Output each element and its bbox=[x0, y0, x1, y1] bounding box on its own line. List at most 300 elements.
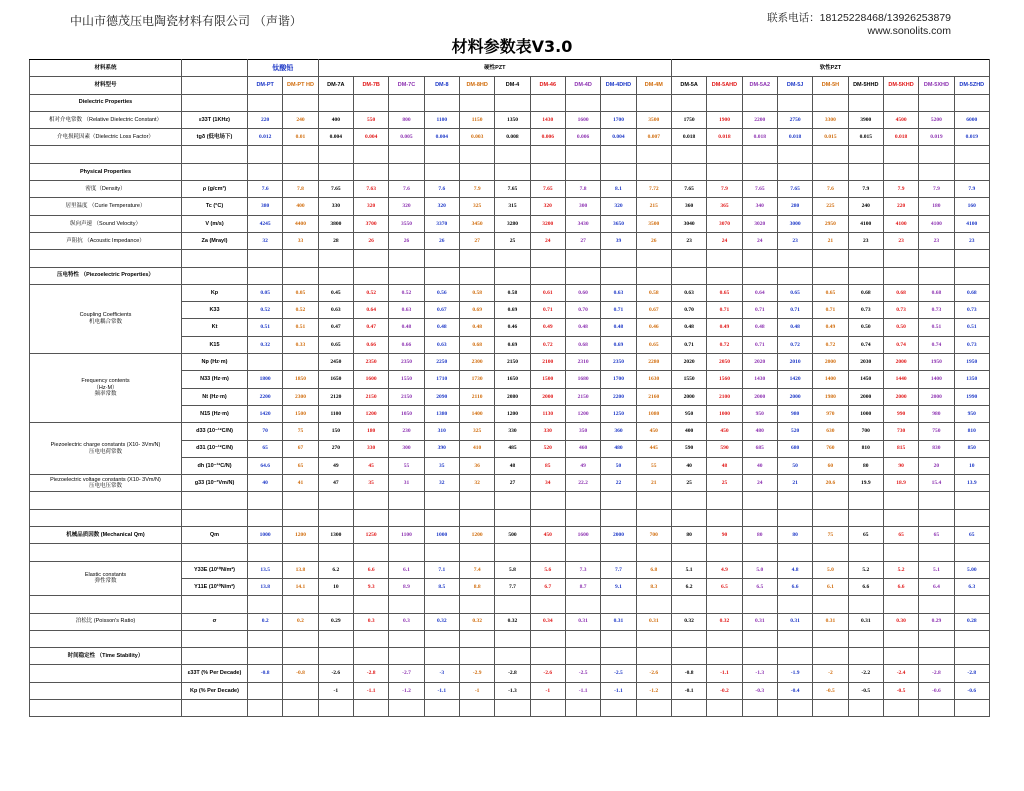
value-cell: 330 bbox=[530, 423, 565, 440]
value-cell: 10 bbox=[954, 457, 989, 474]
value-cell: 2000 bbox=[671, 388, 706, 405]
value-cell: 680 bbox=[777, 440, 812, 457]
empty-cell bbox=[848, 146, 883, 163]
value-cell: 80 bbox=[777, 527, 812, 544]
value-cell: 3500 bbox=[636, 111, 671, 128]
value-cell bbox=[248, 682, 283, 699]
material-model-header: DM-PT HD bbox=[283, 77, 318, 94]
value-cell: -2.8 bbox=[495, 665, 530, 682]
value-cell: 0.003 bbox=[459, 129, 494, 146]
value-cell: 310 bbox=[424, 423, 459, 440]
empty-cell bbox=[424, 492, 459, 509]
empty-cell bbox=[919, 544, 954, 561]
value-cell: 2250 bbox=[424, 354, 459, 371]
empty-cell bbox=[848, 250, 883, 267]
material-system-label: 材料系统 bbox=[30, 60, 182, 77]
value-cell: 0.31 bbox=[636, 613, 671, 630]
empty-cell bbox=[182, 596, 248, 613]
empty-cell bbox=[813, 492, 848, 509]
empty-cell bbox=[182, 630, 248, 647]
empty-cell bbox=[601, 94, 636, 111]
value-cell: 2110 bbox=[459, 388, 494, 405]
value-cell: -0.8 bbox=[283, 665, 318, 682]
value-cell: 0.2 bbox=[283, 613, 318, 630]
value-cell: 7.8 bbox=[283, 181, 318, 198]
value-cell: 0.31 bbox=[601, 613, 636, 630]
material-model-header: DM-5H bbox=[813, 77, 848, 94]
value-cell: 0.67 bbox=[636, 302, 671, 319]
value-cell: 6000 bbox=[954, 111, 989, 128]
empty-cell bbox=[671, 509, 706, 526]
empty-cell bbox=[424, 94, 459, 111]
value-cell: 1380 bbox=[424, 405, 459, 422]
value-cell: 320 bbox=[353, 198, 388, 215]
empty-cell bbox=[495, 596, 530, 613]
value-cell: 0.018 bbox=[671, 129, 706, 146]
empty-cell bbox=[182, 77, 248, 94]
empty-cell bbox=[353, 492, 388, 509]
value-cell: 1400 bbox=[919, 371, 954, 388]
value-cell: 0.74 bbox=[919, 336, 954, 353]
value-cell: 0.004 bbox=[424, 129, 459, 146]
value-cell: 480 bbox=[742, 423, 777, 440]
empty-cell bbox=[459, 146, 494, 163]
value-cell: 950 bbox=[954, 405, 989, 422]
material-group-header: 硬性PZT bbox=[318, 60, 671, 77]
value-cell: 7.7 bbox=[495, 578, 530, 595]
empty-cell bbox=[883, 250, 918, 267]
empty-cell bbox=[495, 630, 530, 647]
empty-cell bbox=[742, 267, 777, 284]
empty-cell bbox=[601, 146, 636, 163]
value-cell: 0.018 bbox=[777, 129, 812, 146]
value-cell: 1990 bbox=[954, 388, 989, 405]
empty-cell bbox=[919, 596, 954, 613]
value-cell: 7.63 bbox=[353, 181, 388, 198]
value-cell: 22 bbox=[601, 475, 636, 492]
empty-cell bbox=[353, 630, 388, 647]
value-cell: 2000 bbox=[601, 527, 636, 544]
value-cell: 2200 bbox=[601, 388, 636, 405]
value-cell: 4100 bbox=[848, 215, 883, 232]
value-cell: 0.50 bbox=[848, 319, 883, 336]
value-cell: 3280 bbox=[495, 215, 530, 232]
empty-cell bbox=[353, 250, 388, 267]
empty-cell bbox=[671, 648, 706, 665]
value-cell: 0.32 bbox=[424, 613, 459, 630]
value-cell: 7.6 bbox=[248, 181, 283, 198]
value-cell: 5.0 bbox=[742, 561, 777, 578]
empty-cell bbox=[389, 146, 424, 163]
parameter-group-label-line: （Hz·M） bbox=[93, 384, 118, 391]
value-cell: 0.31 bbox=[742, 613, 777, 630]
parameter-symbol: Kp (% Per Decade) bbox=[182, 682, 248, 699]
value-cell: 0.71 bbox=[742, 336, 777, 353]
value-cell: 80 bbox=[848, 457, 883, 474]
value-cell: 24 bbox=[530, 232, 565, 249]
parameter-row bbox=[30, 198, 990, 215]
empty-cell bbox=[182, 492, 248, 509]
value-cell: 800 bbox=[389, 111, 424, 128]
value-cell: 300 bbox=[389, 440, 424, 457]
value-cell: 0.65 bbox=[777, 284, 812, 301]
value-cell: 85 bbox=[530, 457, 565, 474]
empty-cell bbox=[318, 492, 353, 509]
value-cell: -0.5 bbox=[813, 682, 848, 699]
empty-cell bbox=[777, 699, 812, 716]
value-cell: 0.56 bbox=[424, 284, 459, 301]
value-cell: 24 bbox=[742, 232, 777, 249]
value-cell: 7.9 bbox=[707, 181, 742, 198]
empty-cell bbox=[459, 596, 494, 613]
value-cell: 2090 bbox=[424, 388, 459, 405]
value-cell: 0.004 bbox=[318, 129, 353, 146]
value-cell: 2000 bbox=[883, 354, 918, 371]
value-cell: 750 bbox=[919, 423, 954, 440]
parameter-group-label bbox=[30, 561, 182, 596]
value-cell: 0.47 bbox=[318, 319, 353, 336]
value-cell: 55 bbox=[636, 457, 671, 474]
value-cell: 0.48 bbox=[777, 319, 812, 336]
value-cell: 6.5 bbox=[742, 578, 777, 595]
value-cell: 67 bbox=[283, 440, 318, 457]
value-cell: 700 bbox=[848, 423, 883, 440]
empty-cell bbox=[30, 544, 182, 561]
material-model-header: DM-4D bbox=[565, 77, 600, 94]
value-cell: 485 bbox=[495, 440, 530, 457]
parameter-symbol: Np (Hz·m) bbox=[182, 354, 248, 371]
value-cell: 3040 bbox=[671, 215, 706, 232]
value-cell: 0.52 bbox=[248, 302, 283, 319]
parameter-symbol: K15 bbox=[182, 336, 248, 353]
value-cell: 325 bbox=[459, 423, 494, 440]
value-cell: 0.69 bbox=[601, 336, 636, 353]
value-cell: 0.31 bbox=[565, 613, 600, 630]
empty-cell bbox=[601, 492, 636, 509]
empty-cell bbox=[883, 94, 918, 111]
value-cell: 360 bbox=[671, 198, 706, 215]
empty-cell bbox=[30, 250, 182, 267]
value-cell: 0.012 bbox=[248, 129, 283, 146]
parameter-row bbox=[30, 181, 990, 198]
value-cell: 0.33 bbox=[283, 336, 318, 353]
empty-cell bbox=[777, 544, 812, 561]
value-cell: 3800 bbox=[318, 215, 353, 232]
empty-cell bbox=[495, 267, 530, 284]
value-cell: 65 bbox=[954, 527, 989, 544]
value-cell: -0.5 bbox=[848, 682, 883, 699]
value-cell: 23 bbox=[883, 232, 918, 249]
parameter-group-label-line: 机电耦合常数 bbox=[88, 318, 122, 325]
value-cell: 0.60 bbox=[565, 284, 600, 301]
value-cell: 1350 bbox=[954, 371, 989, 388]
blank-row bbox=[30, 492, 990, 509]
value-cell: 330 bbox=[318, 198, 353, 215]
parameter-symbol: d31 (10⁻¹²C/N) bbox=[182, 440, 248, 457]
value-cell: 330 bbox=[495, 423, 530, 440]
value-cell: 0.71 bbox=[813, 302, 848, 319]
value-cell: -0.8 bbox=[671, 665, 706, 682]
parameter-row bbox=[30, 284, 990, 301]
value-cell: 0.63 bbox=[601, 284, 636, 301]
empty-cell bbox=[565, 267, 600, 284]
empty-cell bbox=[883, 509, 918, 526]
parameter-symbol: d33 (10⁻¹²C/N) bbox=[182, 423, 248, 440]
value-cell: 1630 bbox=[636, 371, 671, 388]
empty-cell bbox=[283, 267, 318, 284]
value-cell: 0.70 bbox=[671, 302, 706, 319]
empty-cell bbox=[636, 146, 671, 163]
value-cell: 45 bbox=[353, 457, 388, 474]
empty-cell bbox=[813, 146, 848, 163]
value-cell: 20.6 bbox=[813, 475, 848, 492]
empty-cell bbox=[848, 509, 883, 526]
value-cell: 7.65 bbox=[530, 181, 565, 198]
value-cell: 7.8 bbox=[565, 181, 600, 198]
empty-cell bbox=[919, 492, 954, 509]
empty-cell bbox=[636, 163, 671, 180]
value-cell: 6.2 bbox=[671, 578, 706, 595]
value-cell: 7.3 bbox=[565, 561, 600, 578]
value-cell: 0.66 bbox=[389, 336, 424, 353]
value-cell: 7.9 bbox=[919, 181, 954, 198]
value-cell: 7.7 bbox=[601, 561, 636, 578]
value-cell: 380 bbox=[248, 198, 283, 215]
value-cell: 1000 bbox=[424, 527, 459, 544]
empty-cell bbox=[601, 630, 636, 647]
value-cell: 3550 bbox=[389, 215, 424, 232]
value-cell: 26 bbox=[424, 232, 459, 249]
parameter-group-label-line: Coupling Coefficients bbox=[79, 312, 132, 319]
value-cell: 34 bbox=[530, 475, 565, 492]
value-cell: 5.8 bbox=[495, 561, 530, 578]
value-cell: 0.69 bbox=[459, 302, 494, 319]
value-cell: 1250 bbox=[601, 405, 636, 422]
blank-row bbox=[30, 596, 990, 613]
value-cell: 7.65 bbox=[742, 181, 777, 198]
empty-cell bbox=[671, 146, 706, 163]
empty-cell bbox=[707, 596, 742, 613]
value-cell: -2.7 bbox=[389, 665, 424, 682]
value-cell: 2010 bbox=[777, 354, 812, 371]
value-cell: 13.5 bbox=[248, 561, 283, 578]
parameter-row bbox=[30, 561, 990, 578]
material-model-header: DM-4 bbox=[495, 77, 530, 94]
value-cell: 2350 bbox=[389, 354, 424, 371]
value-cell: 2150 bbox=[389, 388, 424, 405]
empty-cell bbox=[742, 94, 777, 111]
empty-cell bbox=[565, 250, 600, 267]
empty-cell bbox=[671, 699, 706, 716]
empty-cell bbox=[671, 630, 706, 647]
value-cell: 55 bbox=[389, 457, 424, 474]
empty-cell bbox=[565, 146, 600, 163]
value-cell: 0.019 bbox=[954, 129, 989, 146]
value-cell: 300 bbox=[565, 198, 600, 215]
empty-cell bbox=[318, 94, 353, 111]
value-cell: 760 bbox=[813, 440, 848, 457]
empty-cell bbox=[848, 492, 883, 509]
value-cell: 3700 bbox=[353, 215, 388, 232]
empty-cell bbox=[424, 267, 459, 284]
value-cell: -1.1 bbox=[707, 665, 742, 682]
value-cell: 0.49 bbox=[530, 319, 565, 336]
empty-cell bbox=[182, 146, 248, 163]
empty-cell bbox=[389, 250, 424, 267]
value-cell: 1400 bbox=[813, 371, 848, 388]
material-model-header: DM-5J bbox=[777, 77, 812, 94]
value-cell: 13.8 bbox=[248, 578, 283, 595]
value-cell: 49 bbox=[565, 457, 600, 474]
parameter-group-label-line: Piezoelectric charge constants (X10- 3Vm/N) bbox=[50, 442, 161, 449]
empty-cell bbox=[182, 163, 248, 180]
empty-cell bbox=[919, 250, 954, 267]
value-cell: 65 bbox=[283, 457, 318, 474]
empty-cell bbox=[742, 163, 777, 180]
section-title: 时间稳定性 （Time Stability） bbox=[30, 648, 182, 665]
empty-cell bbox=[707, 267, 742, 284]
value-cell: 39 bbox=[601, 232, 636, 249]
value-cell: 2150 bbox=[353, 388, 388, 405]
value-cell: 4100 bbox=[883, 215, 918, 232]
value-cell: 1750 bbox=[671, 111, 706, 128]
empty-cell bbox=[353, 544, 388, 561]
empty-cell bbox=[424, 163, 459, 180]
empty-cell bbox=[318, 596, 353, 613]
empty-cell bbox=[813, 267, 848, 284]
empty-cell bbox=[495, 146, 530, 163]
value-cell: 75 bbox=[283, 423, 318, 440]
parameter-symbol: g33 (10⁻³Vm/N) bbox=[182, 475, 248, 492]
empty-cell bbox=[459, 544, 494, 561]
value-cell: 5200 bbox=[919, 111, 954, 128]
value-cell: 7.6 bbox=[389, 181, 424, 198]
empty-cell bbox=[389, 509, 424, 526]
section-title: Physical Properties bbox=[30, 163, 182, 180]
empty-cell bbox=[707, 492, 742, 509]
value-cell: 4.9 bbox=[707, 561, 742, 578]
empty-cell bbox=[883, 492, 918, 509]
empty-cell bbox=[742, 596, 777, 613]
empty-cell bbox=[283, 630, 318, 647]
empty-cell bbox=[248, 163, 283, 180]
parameter-symbol: ρ (g/cm³) bbox=[182, 181, 248, 198]
value-cell: 8.1 bbox=[601, 181, 636, 198]
empty-cell bbox=[495, 509, 530, 526]
empty-cell bbox=[353, 163, 388, 180]
value-cell: 1200 bbox=[283, 527, 318, 544]
value-cell: 450 bbox=[707, 423, 742, 440]
value-cell: -2.9 bbox=[459, 665, 494, 682]
empty-cell bbox=[318, 648, 353, 665]
value-cell: 0.65 bbox=[813, 284, 848, 301]
value-cell: 8.7 bbox=[565, 578, 600, 595]
value-cell: 0.68 bbox=[954, 284, 989, 301]
parameter-row bbox=[30, 129, 990, 146]
value-cell: 0.34 bbox=[530, 613, 565, 630]
material-system-row bbox=[30, 60, 990, 77]
parameter-group-label-line: 弹性常数 bbox=[94, 578, 117, 585]
value-cell: 325 bbox=[459, 198, 494, 215]
material-model-header: DM-8 bbox=[424, 77, 459, 94]
value-cell: 0.65 bbox=[318, 336, 353, 353]
empty-cell bbox=[565, 648, 600, 665]
value-cell: 0.71 bbox=[671, 336, 706, 353]
value-cell: 40 bbox=[248, 475, 283, 492]
material-model-header: DM-8HD bbox=[459, 77, 494, 94]
value-cell: 41 bbox=[283, 475, 318, 492]
value-cell: 1100 bbox=[424, 111, 459, 128]
value-cell: -2.6 bbox=[530, 665, 565, 682]
value-cell: 1560 bbox=[707, 371, 742, 388]
value-cell: 2200 bbox=[742, 111, 777, 128]
value-cell: 5.1 bbox=[919, 561, 954, 578]
value-cell: 0.72 bbox=[707, 336, 742, 353]
value-cell: 0.52 bbox=[283, 302, 318, 319]
value-cell: 1550 bbox=[671, 371, 706, 388]
value-cell: 0.66 bbox=[353, 336, 388, 353]
empty-cell bbox=[883, 544, 918, 561]
value-cell: 0.05 bbox=[283, 284, 318, 301]
value-cell: 6.4 bbox=[919, 578, 954, 595]
value-cell: 1440 bbox=[883, 371, 918, 388]
value-cell: 1600 bbox=[565, 527, 600, 544]
empty-cell bbox=[742, 699, 777, 716]
empty-cell bbox=[389, 544, 424, 561]
value-cell: 0.31 bbox=[848, 613, 883, 630]
value-cell: 0.74 bbox=[883, 336, 918, 353]
empty-cell bbox=[601, 163, 636, 180]
value-cell: 2100 bbox=[707, 388, 742, 405]
empty-cell bbox=[459, 492, 494, 509]
value-cell: 1850 bbox=[283, 371, 318, 388]
value-cell: 2350 bbox=[601, 354, 636, 371]
empty-cell bbox=[954, 699, 989, 716]
empty-cell bbox=[182, 250, 248, 267]
value-cell: 0.68 bbox=[919, 284, 954, 301]
website-link[interactable]: www.sonolits.com bbox=[867, 25, 951, 37]
value-cell: 0.46 bbox=[495, 319, 530, 336]
empty-cell bbox=[318, 163, 353, 180]
value-cell: 450 bbox=[636, 423, 671, 440]
empty-cell bbox=[777, 250, 812, 267]
empty-cell bbox=[777, 648, 812, 665]
empty-cell bbox=[248, 509, 283, 526]
value-cell: 460 bbox=[565, 440, 600, 457]
empty-cell bbox=[601, 699, 636, 716]
material-model-label: 材料型号 bbox=[30, 77, 182, 94]
empty-cell bbox=[883, 146, 918, 163]
empty-cell bbox=[495, 699, 530, 716]
section-title: Dielectric Properties bbox=[30, 94, 182, 111]
value-cell: -1.1 bbox=[353, 682, 388, 699]
empty-cell bbox=[742, 509, 777, 526]
value-cell: 445 bbox=[636, 440, 671, 457]
value-cell: 0.29 bbox=[318, 613, 353, 630]
empty-cell bbox=[742, 630, 777, 647]
value-cell: 75 bbox=[813, 527, 848, 544]
value-cell: 2000 bbox=[777, 388, 812, 405]
value-cell: 0.32 bbox=[671, 613, 706, 630]
parameter-label: 居里温度 （Curie Temperature） bbox=[30, 198, 182, 215]
empty-cell bbox=[883, 596, 918, 613]
empty-cell bbox=[848, 648, 883, 665]
parameter-symbol: K33 bbox=[182, 302, 248, 319]
value-cell: 2030 bbox=[848, 354, 883, 371]
value-cell: 0.58 bbox=[495, 284, 530, 301]
empty-cell bbox=[459, 250, 494, 267]
value-cell: 5.1 bbox=[671, 561, 706, 578]
